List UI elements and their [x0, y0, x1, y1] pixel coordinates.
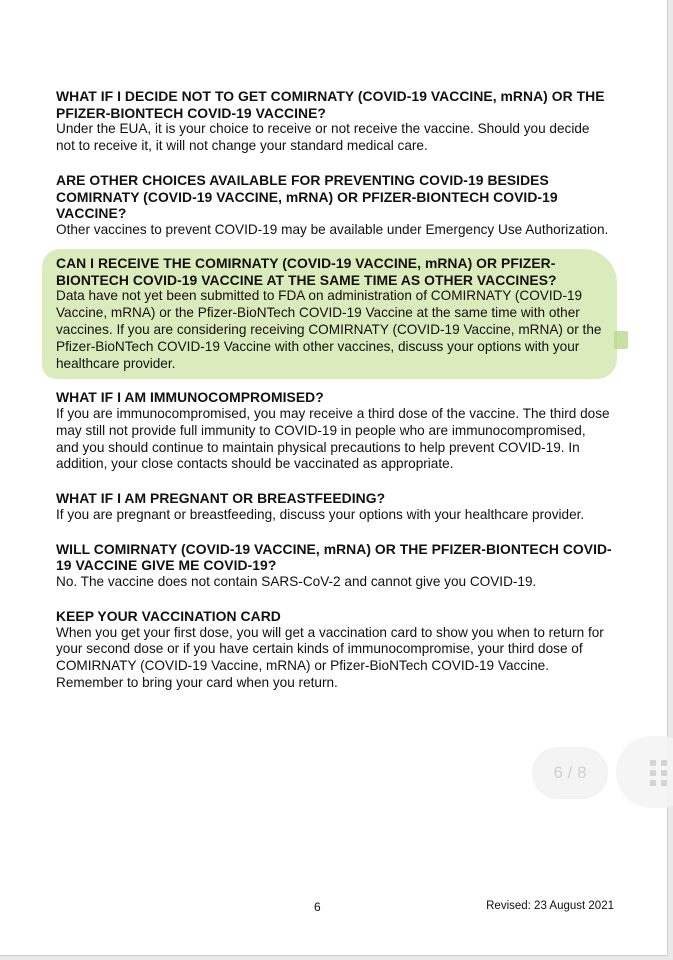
section-text: Other vaccines to prevent COVID-19 may be available under Emergency Use Authorization.: [56, 222, 609, 238]
section-heading: WHAT IF I DECIDE NOT TO GET COMIRNATY (COVID-19 VACCINE, mRNA) OR THE PFIZER-BIONTECH COVID-19 VACCINE?: [56, 88, 605, 121]
page-number: 6: [314, 900, 321, 914]
grid-icon: [650, 760, 670, 788]
section-text: If you are pregnant or breastfeeding, discuss your options with your healthcare provider.: [56, 506, 585, 522]
section-other-vaccines-highlighted: [56, 255, 612, 372]
revised-date: Revised: 23 August 2021: [486, 900, 614, 912]
section-text: If you are immunocompromised, you may receive a third dose of the vaccine. The third dose may still not provide full immunity to COVID-19 in people who are immunocompromised, and you should continue to maintain physical precautions to help prevent COVID-19. In addition, your close contacts should be vaccinated as appropriate.: [56, 406, 610, 472]
section-heading: ARE OTHER CHOICES AVAILABLE FOR PREVENTING COVID-19 BESIDES COMIRNATY (COVID-19 VACCINE, mRNA) OR PFIZER-BIONTECH COVID-19 VACCINE?: [56, 172, 558, 222]
section-heading: CAN I RECEIVE THE COMIRNATY (COVID-19 VACCINE, mRNA) OR PFIZER-BIONTECH COVID-19 VACCINE AT THE SAME TIME AS OTHER VACCINES?: [56, 254, 557, 288]
section-text: Data have not yet been submitted to FDA on administration of COMIRNATY (COVID-19 Vaccine, mRNA) or the Pfizer-BioNTech COVID-19 Vaccine at the same time with other vaccines. If you are considering receiving COMIRNATY (COVID-19 Vaccine, mRNA) or the Pfizer-BioNTech COVID-19 Vaccine with other vaccines, discuss your options with your healthcare provider.: [56, 288, 602, 371]
section-immunocompromised: [56, 389, 612, 473]
page-indicator[interactable]: 6 / 8: [533, 748, 607, 798]
section-vaccination-card: [56, 608, 612, 692]
section-give-covid: [56, 541, 612, 591]
section-pregnant-breastfeeding: [56, 490, 612, 524]
section-text: No. The vaccine does not contain SARS-CoV-2 and cannot give you COVID-19.: [56, 574, 537, 590]
section-text: When you get your first dose, you will get a vaccination card to show you when to return for your second dose or if you have certain kinds of immunocompromise, your third dose of COMIRNATY (COVID-19 Vaccine, mRNA) or Pfizer-BioNTech COVID-19 Vaccine. Remember to bring your card when you return.: [56, 624, 604, 690]
section-heading: WHAT IF I AM IMMUNOCOMPROMISED?: [56, 389, 324, 406]
section-other-choices: [56, 172, 612, 239]
section-heading: WHAT IF I AM PREGNANT OR BREASTFEEDING?: [56, 490, 386, 507]
section-heading: WILL COMIRNATY (COVID-19 VACCINE, mRNA) OR THE PFIZER-BIONTECH COVID-19 VACCINE GIVE ME COVID-19?: [56, 540, 612, 574]
highlighter-tip: [614, 331, 628, 349]
document-content: [56, 88, 612, 709]
section-text: Under the EUA, it is your choice to receive or not receive the vaccine. Should you decide not to receive it, it will not change your standard medical care.: [56, 121, 590, 154]
section-heading: KEEP YOUR VACCINATION CARD: [56, 607, 281, 624]
section-decline-vaccine: [56, 88, 612, 155]
